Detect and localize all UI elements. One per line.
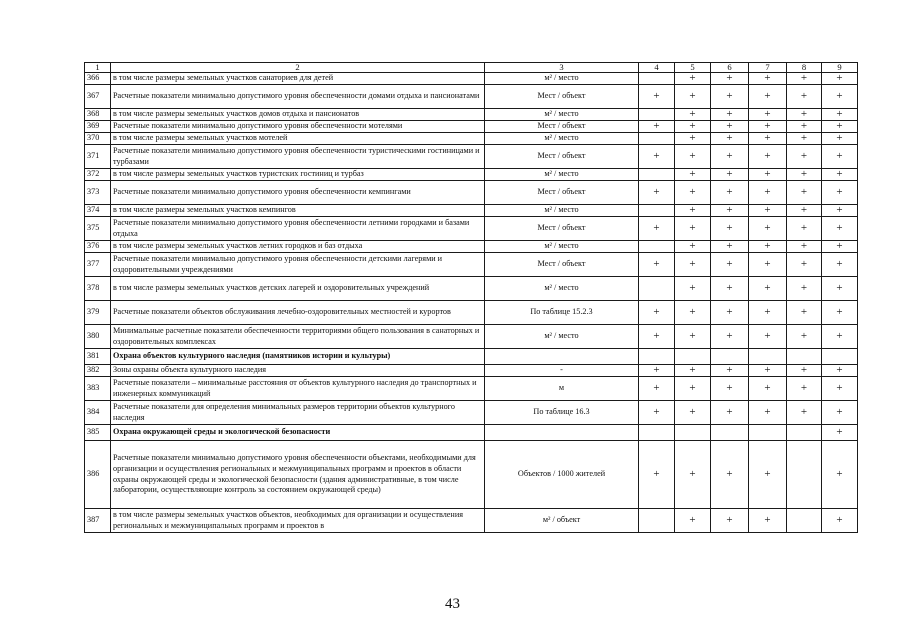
- applicability-mark: +: [822, 401, 858, 425]
- applicability-mark: +: [822, 145, 858, 169]
- row-description: Минимальные расчетные показатели обеспеченности территориями общего пользования в санаторных и оздоровительных комплексах: [111, 325, 485, 349]
- applicability-mark: +: [639, 253, 675, 277]
- row-number: 374: [85, 205, 111, 217]
- applicability-mark: +: [639, 365, 675, 377]
- row-description: Расчетные показатели минимально допустимого уровня обеспеченности домами отдыха и пансионатами: [111, 85, 485, 109]
- row-unit: Объектов / 1000 жителей: [485, 441, 639, 509]
- row-number: 379: [85, 301, 111, 325]
- applicability-mark: +: [787, 241, 822, 253]
- applicability-mark: +: [711, 301, 749, 325]
- row-unit: -: [485, 365, 639, 377]
- table-row: [85, 509, 858, 533]
- applicability-mark: +: [675, 441, 711, 509]
- row-description: Расчетные показатели объектов обслуживания лечебно-оздоровительных местностей и курортов: [111, 301, 485, 325]
- applicability-mark: +: [749, 217, 787, 241]
- applicability-mark: +: [822, 377, 858, 401]
- applicability-mark: +: [639, 217, 675, 241]
- applicability-mark: +: [639, 441, 675, 509]
- table-row: [85, 253, 858, 277]
- row-number: 382: [85, 365, 111, 377]
- applicability-mark: +: [787, 169, 822, 181]
- applicability-mark: +: [787, 145, 822, 169]
- row-number: 380: [85, 325, 111, 349]
- applicability-mark: +: [639, 85, 675, 109]
- applicability-mark: +: [787, 377, 822, 401]
- applicability-mark: +: [749, 253, 787, 277]
- applicability-mark: +: [639, 181, 675, 205]
- row-unit: м: [485, 377, 639, 401]
- row-unit: м² / место: [485, 109, 639, 121]
- row-number: 381: [85, 349, 111, 365]
- row-unit: м² / объект: [485, 509, 639, 533]
- table-header-row: [85, 63, 858, 73]
- applicability-mark: +: [749, 401, 787, 425]
- row-description: в том числе размеры земельных участков объектов, необходимых для организации и осуществления региональных и межмуниципальных программ и проектов в: [111, 509, 485, 533]
- applicability-mark: +: [749, 145, 787, 169]
- applicability-mark: +: [749, 121, 787, 133]
- table-row: [85, 425, 858, 441]
- applicability-mark: +: [711, 401, 749, 425]
- applicability-mark: +: [787, 181, 822, 205]
- applicability-mark: [639, 509, 675, 533]
- applicability-mark: +: [787, 401, 822, 425]
- applicability-mark: +: [822, 109, 858, 121]
- row-unit: Мест / объект: [485, 85, 639, 109]
- header-cell: 6: [711, 63, 749, 73]
- applicability-mark: +: [711, 169, 749, 181]
- applicability-mark: +: [639, 301, 675, 325]
- applicability-mark: +: [639, 377, 675, 401]
- applicability-mark: +: [711, 277, 749, 301]
- header-cell: 2: [111, 63, 485, 73]
- row-unit: м² / место: [485, 325, 639, 349]
- row-unit: м² / место: [485, 277, 639, 301]
- row-description: в том числе размеры земельных участков мотелей: [111, 133, 485, 145]
- applicability-mark: +: [675, 241, 711, 253]
- row-number: 378: [85, 277, 111, 301]
- applicability-mark: +: [822, 217, 858, 241]
- applicability-mark: +: [749, 133, 787, 145]
- header-cell: 4: [639, 63, 675, 73]
- applicability-mark: +: [639, 121, 675, 133]
- applicability-mark: [675, 349, 711, 365]
- applicability-mark: +: [822, 301, 858, 325]
- row-number: 375: [85, 217, 111, 241]
- applicability-mark: +: [675, 109, 711, 121]
- applicability-mark: +: [822, 425, 858, 441]
- applicability-mark: +: [711, 241, 749, 253]
- applicability-mark: +: [675, 73, 711, 85]
- row-unit: Мест / объект: [485, 181, 639, 205]
- applicability-mark: [639, 349, 675, 365]
- applicability-mark: +: [675, 121, 711, 133]
- row-number: 373: [85, 181, 111, 205]
- row-unit: Мест / объект: [485, 217, 639, 241]
- applicability-mark: +: [749, 325, 787, 349]
- row-number: 370: [85, 133, 111, 145]
- applicability-mark: +: [787, 205, 822, 217]
- applicability-mark: +: [787, 133, 822, 145]
- applicability-mark: +: [675, 85, 711, 109]
- applicability-mark: +: [787, 253, 822, 277]
- row-number: 383: [85, 377, 111, 401]
- norms-table: [84, 62, 858, 533]
- row-description: Расчетные показатели минимально допустимого уровня обеспеченности мотелями: [111, 121, 485, 133]
- row-unit: Мест / объект: [485, 253, 639, 277]
- applicability-mark: +: [711, 73, 749, 85]
- applicability-mark: +: [711, 509, 749, 533]
- applicability-mark: +: [711, 441, 749, 509]
- applicability-mark: +: [711, 325, 749, 349]
- applicability-mark: +: [675, 509, 711, 533]
- applicability-mark: [787, 425, 822, 441]
- applicability-mark: +: [675, 205, 711, 217]
- table-row: [85, 349, 858, 365]
- row-number: 386: [85, 441, 111, 509]
- applicability-mark: +: [711, 365, 749, 377]
- table-row: [85, 133, 858, 145]
- applicability-mark: +: [711, 181, 749, 205]
- applicability-mark: +: [675, 133, 711, 145]
- applicability-mark: +: [711, 145, 749, 169]
- row-number: 385: [85, 425, 111, 441]
- header-cell: 8: [787, 63, 822, 73]
- applicability-mark: +: [749, 73, 787, 85]
- row-description: Зоны охраны объекта культурного наследия: [111, 365, 485, 377]
- applicability-mark: +: [675, 325, 711, 349]
- row-number: 371: [85, 145, 111, 169]
- row-description: Расчетные показатели минимально допустимого уровня обеспеченности детскими лагерями и оздоровительными учреждениями: [111, 253, 485, 277]
- applicability-mark: [749, 425, 787, 441]
- applicability-mark: [639, 205, 675, 217]
- applicability-mark: [711, 425, 749, 441]
- applicability-mark: [675, 425, 711, 441]
- applicability-mark: +: [675, 365, 711, 377]
- applicability-mark: +: [749, 277, 787, 301]
- table-row: [85, 401, 858, 425]
- applicability-mark: +: [749, 377, 787, 401]
- row-number: 384: [85, 401, 111, 425]
- applicability-mark: +: [749, 241, 787, 253]
- applicability-mark: [639, 109, 675, 121]
- applicability-mark: +: [711, 109, 749, 121]
- applicability-mark: +: [787, 85, 822, 109]
- row-description: в том числе размеры земельных участков санаториев для детей: [111, 73, 485, 85]
- applicability-mark: +: [822, 509, 858, 533]
- applicability-mark: +: [639, 325, 675, 349]
- applicability-mark: +: [749, 365, 787, 377]
- table-row: [85, 277, 858, 301]
- header-cell: 7: [749, 63, 787, 73]
- applicability-mark: [639, 277, 675, 301]
- applicability-mark: +: [749, 169, 787, 181]
- table-row: [85, 169, 858, 181]
- applicability-mark: +: [711, 377, 749, 401]
- applicability-mark: [639, 169, 675, 181]
- applicability-mark: +: [711, 217, 749, 241]
- applicability-mark: +: [822, 325, 858, 349]
- applicability-mark: +: [822, 205, 858, 217]
- row-description: Охрана объектов культурного наследия (памятников истории и культуры): [111, 349, 485, 365]
- header-cell: 3: [485, 63, 639, 73]
- applicability-mark: +: [749, 301, 787, 325]
- table-row: [85, 121, 858, 133]
- row-description: в том числе размеры земельных участков туристских гостиниц и турбаз: [111, 169, 485, 181]
- applicability-mark: +: [711, 85, 749, 109]
- row-number: 376: [85, 241, 111, 253]
- applicability-mark: +: [749, 509, 787, 533]
- applicability-mark: +: [749, 441, 787, 509]
- row-description: Расчетные показатели минимально допустимого уровня обеспеченности туристическими гостиницами и турбазами: [111, 145, 485, 169]
- row-number: 387: [85, 509, 111, 533]
- applicability-mark: +: [787, 109, 822, 121]
- applicability-mark: +: [711, 121, 749, 133]
- header-cell: 1: [85, 63, 111, 73]
- applicability-mark: +: [675, 253, 711, 277]
- applicability-mark: +: [749, 109, 787, 121]
- applicability-mark: +: [822, 241, 858, 253]
- row-unit: Мест / объект: [485, 121, 639, 133]
- table-row: [85, 73, 858, 85]
- row-description: в том числе размеры земельных участков домов отдыха и пансионатов: [111, 109, 485, 121]
- row-description: в том числе размеры земельных участков летних городков и баз отдыха: [111, 241, 485, 253]
- applicability-mark: [787, 349, 822, 365]
- applicability-mark: +: [711, 133, 749, 145]
- row-number: 368: [85, 109, 111, 121]
- row-description: Расчетные показатели минимально допустимого уровня обеспеченности кемпингами: [111, 181, 485, 205]
- applicability-mark: +: [822, 133, 858, 145]
- applicability-mark: +: [787, 301, 822, 325]
- applicability-mark: +: [711, 205, 749, 217]
- applicability-mark: +: [787, 325, 822, 349]
- table-row: [85, 217, 858, 241]
- row-unit: м² / место: [485, 133, 639, 145]
- applicability-mark: +: [822, 441, 858, 509]
- row-unit: м² / место: [485, 169, 639, 181]
- row-unit: [485, 425, 639, 441]
- table-row: [85, 181, 858, 205]
- applicability-mark: +: [822, 169, 858, 181]
- row-description: Расчетные показатели для определения минимальных размеров территории объектов культурного наследия: [111, 401, 485, 425]
- applicability-mark: +: [822, 181, 858, 205]
- table-row: [85, 301, 858, 325]
- applicability-mark: [787, 509, 822, 533]
- row-unit: м² / место: [485, 241, 639, 253]
- row-number: 369: [85, 121, 111, 133]
- row-description: в том числе размеры земельных участков детских лагерей и оздоровительных учреждений: [111, 277, 485, 301]
- table-row: [85, 241, 858, 253]
- row-description: Расчетные показатели – минимальные расстояния от объектов культурного наследия до транспортных и инженерных коммуникаций: [111, 377, 485, 401]
- applicability-mark: +: [749, 181, 787, 205]
- applicability-mark: +: [749, 205, 787, 217]
- row-unit: По таблице 15.2.3: [485, 301, 639, 325]
- row-number: 372: [85, 169, 111, 181]
- table-row: [85, 205, 858, 217]
- applicability-mark: [822, 349, 858, 365]
- applicability-mark: [639, 73, 675, 85]
- applicability-mark: [639, 241, 675, 253]
- row-unit: м² / место: [485, 205, 639, 217]
- applicability-mark: +: [675, 277, 711, 301]
- header-cell: 5: [675, 63, 711, 73]
- applicability-mark: +: [787, 73, 822, 85]
- applicability-mark: +: [675, 217, 711, 241]
- applicability-mark: +: [787, 365, 822, 377]
- row-unit: Мест / объект: [485, 145, 639, 169]
- applicability-mark: +: [639, 145, 675, 169]
- row-number: 366: [85, 73, 111, 85]
- row-description: Расчетные показатели минимально допустимого уровня обеспеченности летними городками и базами отдыха: [111, 217, 485, 241]
- header-cell: 9: [822, 63, 858, 73]
- applicability-mark: +: [675, 301, 711, 325]
- applicability-mark: +: [675, 145, 711, 169]
- applicability-mark: +: [787, 217, 822, 241]
- row-unit: м² / место: [485, 73, 639, 85]
- applicability-mark: +: [822, 253, 858, 277]
- row-number: 367: [85, 85, 111, 109]
- applicability-mark: +: [822, 85, 858, 109]
- applicability-mark: +: [822, 365, 858, 377]
- table-row: [85, 85, 858, 109]
- applicability-mark: +: [749, 85, 787, 109]
- row-description: в том числе размеры земельных участков кемпингов: [111, 205, 485, 217]
- applicability-mark: +: [822, 73, 858, 85]
- row-number: 377: [85, 253, 111, 277]
- applicability-mark: [787, 441, 822, 509]
- applicability-mark: [711, 349, 749, 365]
- row-unit: [485, 349, 639, 365]
- page-number: 43: [445, 596, 460, 612]
- applicability-mark: +: [711, 253, 749, 277]
- applicability-mark: +: [675, 377, 711, 401]
- applicability-mark: +: [822, 121, 858, 133]
- applicability-mark: +: [675, 181, 711, 205]
- applicability-mark: [639, 425, 675, 441]
- table-row: [85, 109, 858, 121]
- applicability-mark: [749, 349, 787, 365]
- table-row: [85, 145, 858, 169]
- table-row: [85, 365, 858, 377]
- table-row: [85, 377, 858, 401]
- applicability-mark: +: [822, 277, 858, 301]
- applicability-mark: [639, 133, 675, 145]
- table-row: [85, 325, 858, 349]
- table-row: [85, 441, 858, 509]
- applicability-mark: +: [675, 401, 711, 425]
- applicability-mark: +: [639, 401, 675, 425]
- row-description: Расчетные показатели минимально допустимого уровня обеспеченности объектами, необходимыми для организации и осуществления региональных и межмуниципальных программ и проектов в области охраны окружающей среды и экологической безопасности (здания административные, в том числе лаборатории, осуществляющие контроль за состоянием окружающей среды): [111, 441, 485, 509]
- row-unit: По таблице 16.3: [485, 401, 639, 425]
- table-body: [85, 63, 858, 533]
- applicability-mark: +: [787, 277, 822, 301]
- row-description: Охрана окружающей среды и экологической безопасности: [111, 425, 485, 441]
- applicability-mark: +: [787, 121, 822, 133]
- applicability-mark: +: [675, 169, 711, 181]
